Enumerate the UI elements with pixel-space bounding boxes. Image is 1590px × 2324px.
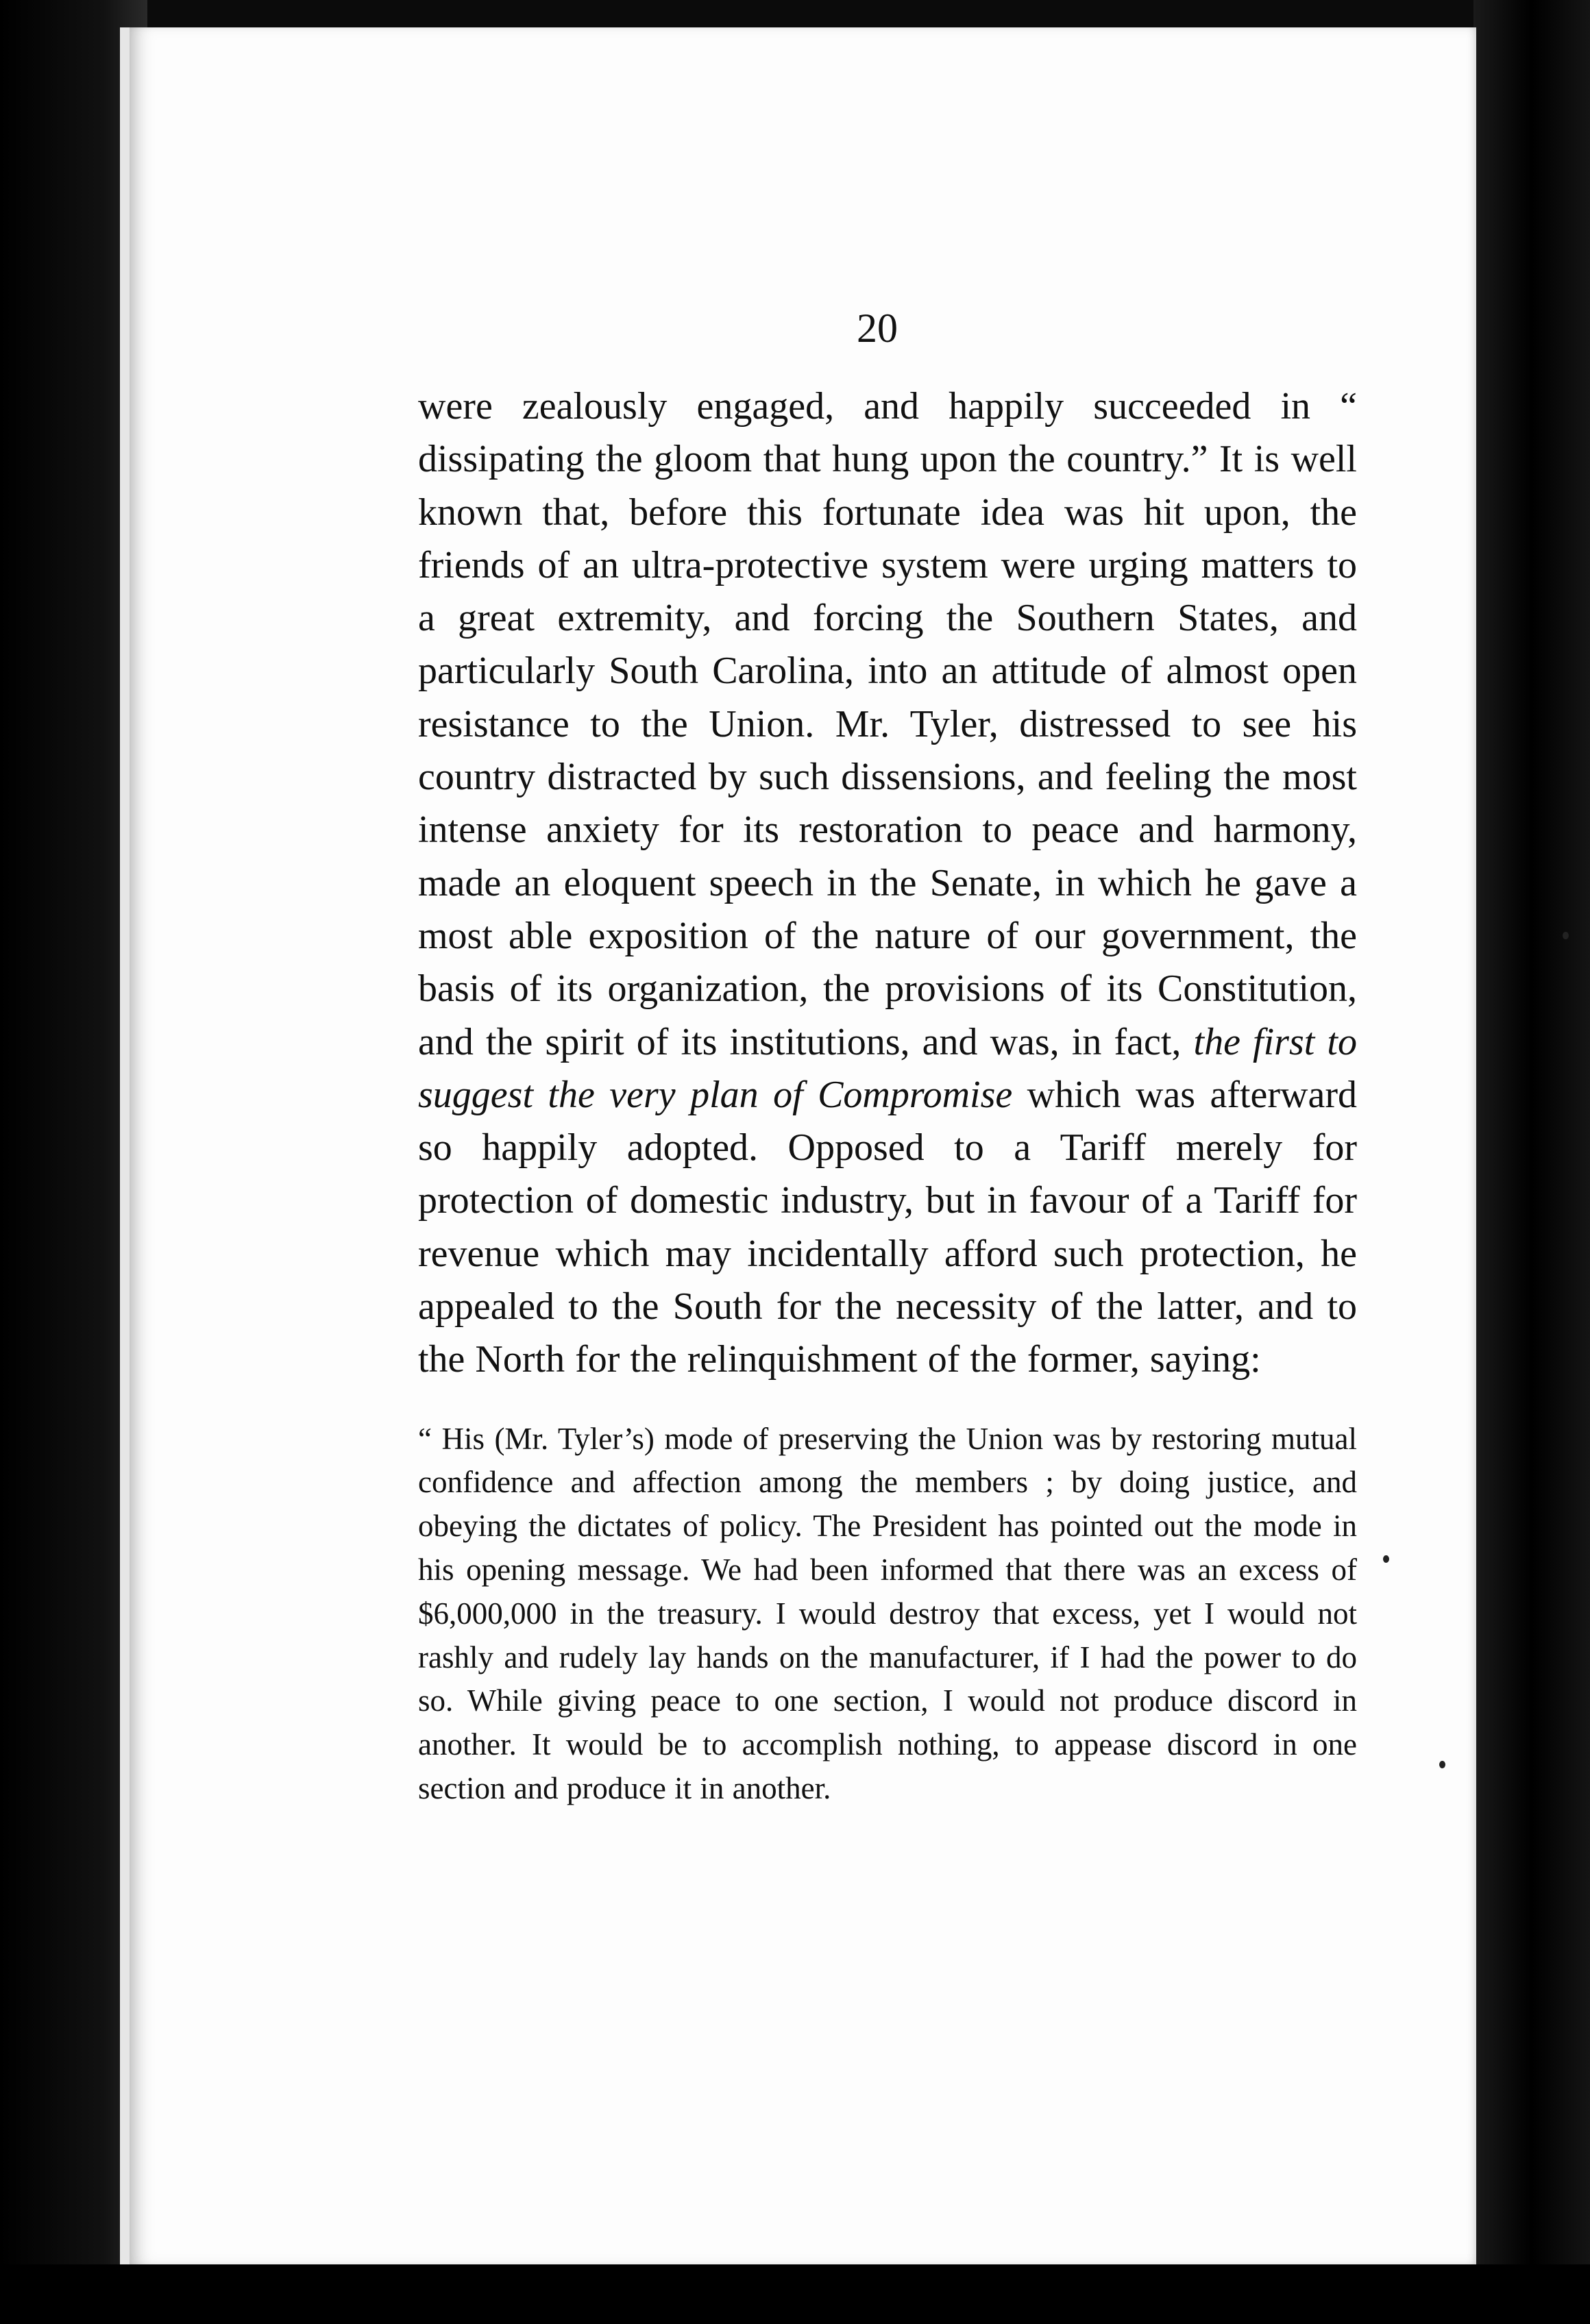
body-text-part-1: were zealously engaged, and happily succeeded in “ dissipating the gloom that hung upon the country.” It is well known that, before this fortunate idea was hit upon, the friends of an ultra-protective system were urging matters to a great extremity, and forcing the Southern States, and particularly South Carolina, into an attitude of almost open resistance to the Union. Mr. Tyler, distressed to see his country distracted by such dissensions, and feeling the most intense anxiety for its restoration to peace and harmony, made an eloquent speech in the Senate, in which he gave a most able exposition of the nature of our government, the basis of its organization, the provisions of its Constitution, and the spirit of its institutions, and was, in fact,	[418, 385, 1357, 1063]
text-block	[418, 380, 1357, 1811]
dust-speck	[1439, 1761, 1445, 1768]
right-book-edge	[1473, 0, 1590, 2324]
body-text-part-3: which was afterward so happily adopted. Opposed to a Tariff merely for protection of domestic industry, but in favour of a Tariff for revenue which may incidentally afford such protection, he appealed to the South for the necessity of the latter, and to the North for the relinquishment of the former, saying:	[418, 1073, 1357, 1381]
dust-speck	[1563, 932, 1569, 939]
dust-speck	[1383, 1555, 1389, 1563]
page-number: 20	[857, 306, 898, 351]
bottom-book-edge	[0, 2264, 1590, 2324]
body-paragraph	[418, 380, 1357, 1387]
italic-emphasis: the first to suggest the very plan of Compromise	[418, 1020, 1357, 1116]
block-quote: “ His (Mr. Tyler’s) mode of preserving the Union was by restoring mutual confidence and affection among the members ; by doing justice, and obeying the dictates of policy. The President has pointed out the mode in his opening message. We had been informed that there was an excess of $6,000,000 in the treasury. I would destroy that excess, yet I would not rashly and rudely lay hands on the manufacturer, if I had the power to do so. While giving peace to one section, I would not produce discord in another. It would be to accomplish nothing, to appease discord in one section and produce it in another.	[418, 1421, 1357, 1806]
